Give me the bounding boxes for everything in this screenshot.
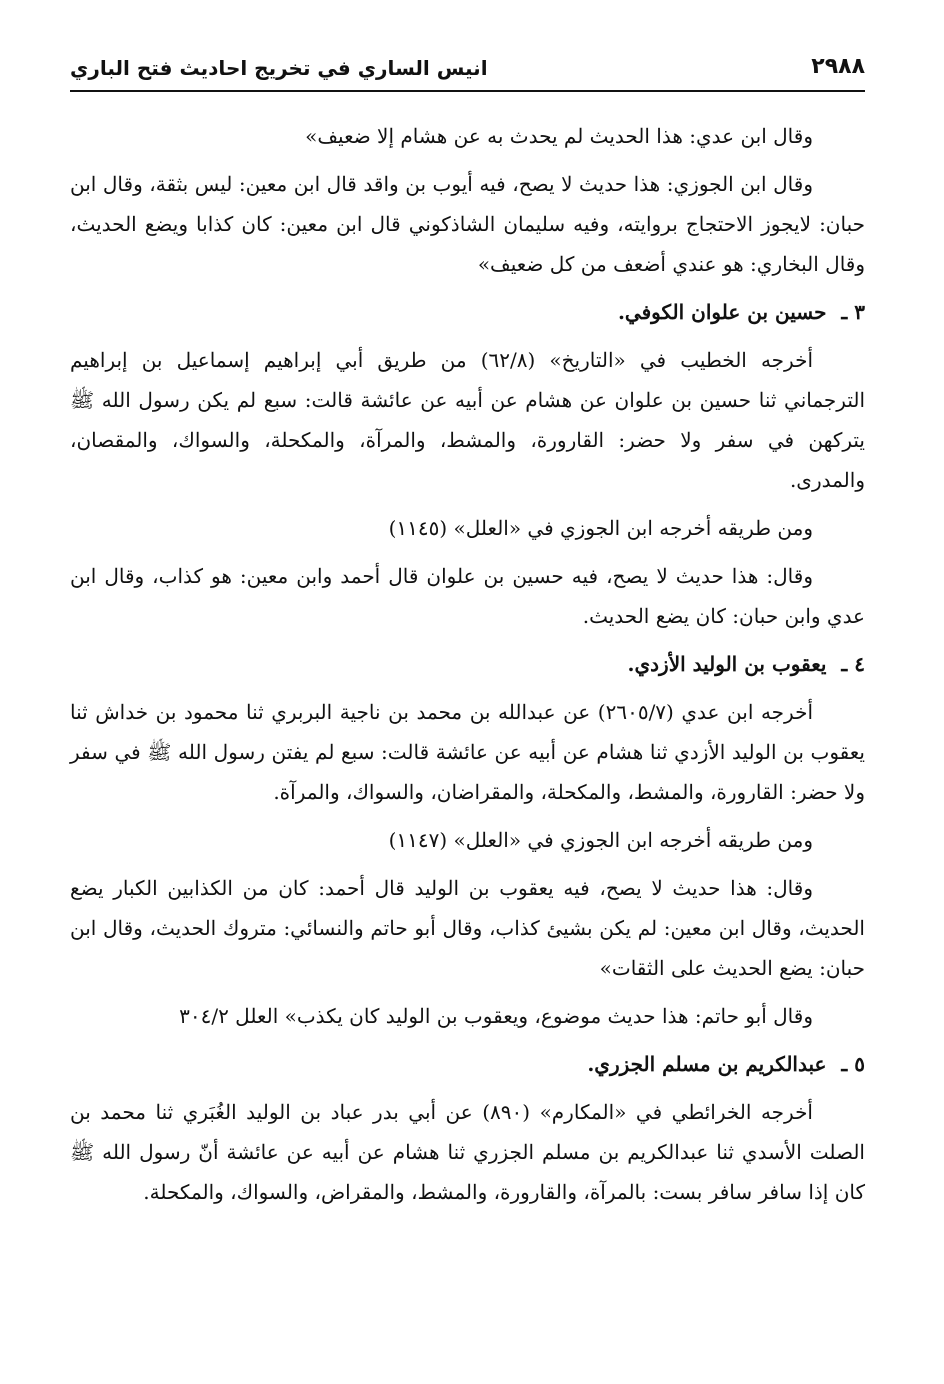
page-number: ٢٩٨٨	[811, 54, 865, 79]
entry-name: عبدالكريم بن مسلم الجزري.	[587, 1052, 827, 1076]
entry-heading	[70, 1044, 865, 1084]
entry-heading	[70, 292, 865, 332]
paragraph: وقال: هذا حديث لا يصح، فيه حسين بن علوان قال أحمد وابن معين: هو كذاب، وقال ابن عدي وابن حبان: كان يضع الحديث.	[70, 564, 865, 628]
paragraph: وقال ابن عدي: هذا الحديث لم يحدث به عن هشام إلا ضعيف»	[305, 124, 813, 148]
running-head	[70, 50, 865, 92]
paragraph: وقال ابن الجوزي: هذا حديث لا يصح، فيه أيوب بن واقد قال ابن معين: ليس بثقة، وقال ابن حبان: لايجوز الاحتجاج بروايته، وفيه سليمان الشاذكوني قال ابن معين: كان كذابا ويضع الحديث، وقال البخاري: هو عندي أضعف من كل ضعيف»	[70, 172, 865, 276]
book-title: انيس الساري في تخريج احاديث فتح الباري	[70, 56, 488, 80]
paragraph: أخرجه الخطيب في «التاريخ» (٦٢/٨) من طريق أبي إبراهيم إسماعيل بن إبراهيم الترجماني ثنا حسين بن علوان عن هشام عن أبيه عن عائشة قالت: سبع لم يكن رسول الله ﷺ يتركهن في سفر ولا حضر: القارورة، والمشط، والمرآة، والمكحلة، والسواك، والمقصان، والمدرى.	[70, 348, 865, 492]
entry-number: ٤ ـ	[841, 652, 865, 676]
entry-number: ٥ ـ	[841, 1052, 865, 1076]
entry-name: يعقوب بن الوليد الأزدي.	[627, 652, 827, 676]
paragraph: ومن طريقه أخرجه ابن الجوزي في «العلل» (١١٤٧)	[388, 828, 813, 852]
paragraph: أخرجه ابن عدي (٢٦٠٥/٧) عن عبدالله بن محمد بن ناجية البربري ثنا محمود بن خداش ثنا يعقوب بن الوليد الأزدي ثنا هشام عن أبيه عن عائشة قالت: سبع لم يفتن رسول الله ﷺ في سفر ولا حضر: القارورة، والمشط، والمكحلة، والمقراضان، والسواك، والمرآة.	[70, 700, 865, 804]
paragraph: ومن طريقه أخرجه ابن الجوزي في «العلل» (١١٤٥)	[388, 516, 813, 540]
paragraph: وقال: هذا حديث لا يصح، فيه يعقوب بن الوليد قال أحمد: كان من الكذابين الكبار يضع الحديث، وقال ابن معين: لم يكن بشيئ كذاب، وقال أبو حاتم والنسائي: متروك الحديث، وقال ابن حبان: يضع الحديث على الثقات»	[70, 876, 865, 980]
paragraph: أخرجه الخرائطي في «المكارم» (٨٩٠) عن أبي بدر عباد بن الوليد الغُبَري ثنا محمد بن الصلت الأسدي ثنا عبدالكريم بن مسلم الجزري ثنا هشام عن أبيه عن عائشة أنّ رسول الله ﷺ كان إذا سافر سافر بست: بالمرآة، والقارورة، والمشط، والمقراض، والسواك، والمكحلة.	[70, 1100, 865, 1204]
entry-number: ٣ ـ	[841, 300, 865, 324]
page-body	[70, 116, 865, 1212]
entry-name: حسين بن علوان الكوفي.	[617, 300, 827, 324]
entry-heading	[70, 644, 865, 684]
paragraph: وقال أبو حاتم: هذا حديث موضوع، ويعقوب بن الوليد كان يكذب» العلل ٣٠٤/٢	[179, 1004, 813, 1028]
page	[70, 50, 865, 1370]
